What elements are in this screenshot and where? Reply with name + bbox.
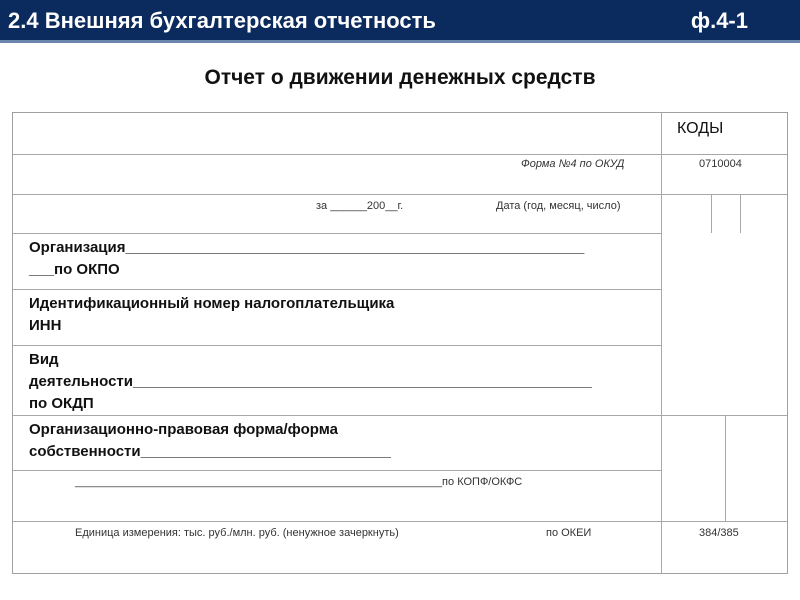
legal-form-code-divider — [725, 415, 726, 521]
codes-header: КОДЫ — [677, 120, 724, 137]
inn-label: Идентификационный номер налогоплательщика — [29, 295, 395, 312]
okei-label: по ОКЕИ — [546, 527, 592, 539]
slide-title: 2.4 Внешняя бухгалтерская отчетность — [8, 8, 436, 33]
row-divider — [13, 194, 787, 195]
row-divider — [13, 154, 787, 155]
okpo-label: ___по ОКПО — [29, 261, 120, 278]
ownership-line: собственности______________________________ — [29, 443, 391, 460]
row-divider — [13, 521, 787, 522]
row-divider — [13, 345, 661, 346]
kopf-okfs-label: ____________________________________________________________по КОПФ/ОКФС — [75, 476, 523, 488]
inn-abbr: ИНН — [29, 317, 62, 334]
organization-label: Организация_______________________________________________________ — [29, 239, 585, 256]
row-divider — [13, 470, 661, 471]
okdp-label: по ОКДП — [29, 395, 94, 412]
date-box-divider — [711, 194, 712, 233]
date-label: Дата (год, месяц, число) — [496, 200, 621, 212]
okei-code: 384/385 — [699, 527, 739, 539]
form-code-label: ф.4-1 — [690, 8, 748, 33]
legal-form-label: Организационно-правовая форма/форма — [29, 421, 338, 438]
activity-label: Вид — [29, 351, 59, 368]
row-divider — [13, 415, 787, 416]
okud-label: Форма №4 по ОКУД — [521, 158, 625, 170]
period-label: за ______200__г. — [316, 200, 404, 212]
okud-code: 0710004 — [699, 158, 742, 170]
document-title: Отчет о движении денежных средств — [204, 66, 596, 89]
date-box-divider — [740, 194, 741, 233]
report-form — [12, 112, 788, 574]
row-divider — [13, 289, 661, 290]
slide-header-bar — [0, 0, 800, 43]
codes-column-divider — [661, 113, 662, 573]
row-divider — [13, 233, 661, 234]
activity-line: деятельности_______________________________________________________ — [29, 373, 592, 390]
unit-label: Единица измерения: тыс. руб./млн. руб. (ненужное зачеркнуть) — [75, 527, 399, 539]
